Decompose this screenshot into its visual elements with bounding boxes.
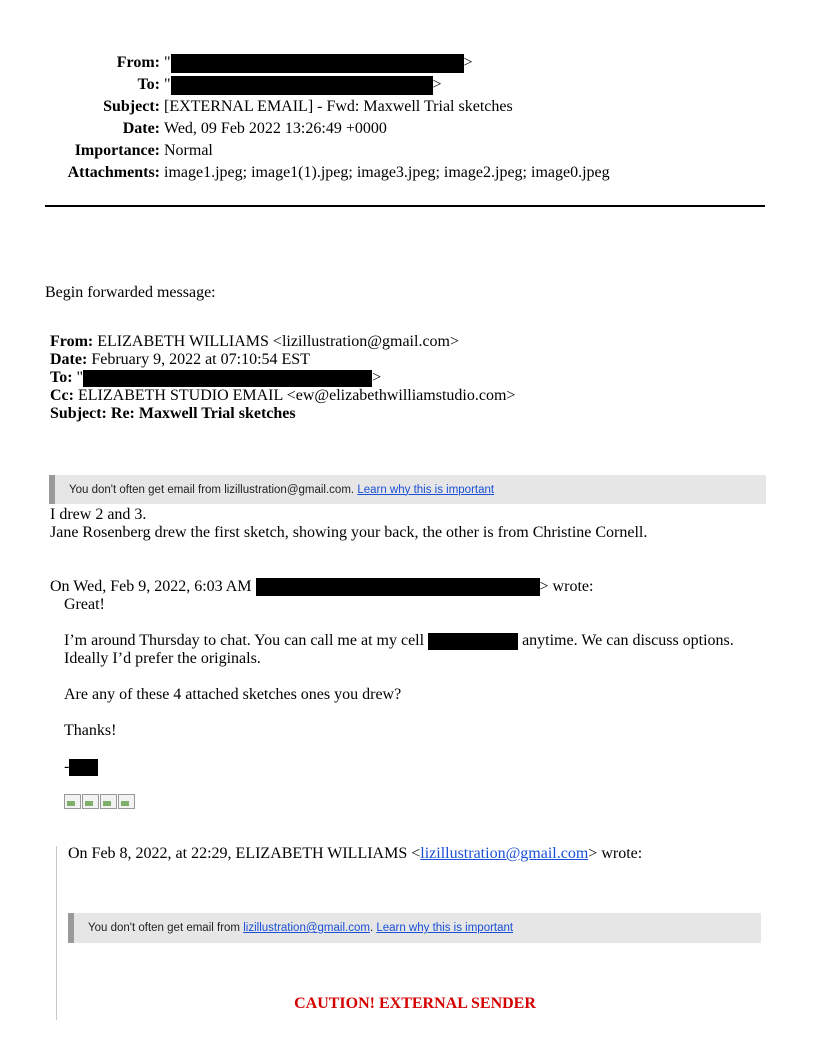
date-value: Wed, 09 Feb 2022 13:26:49 +0000	[164, 120, 387, 137]
date-label: Date:	[122, 120, 160, 137]
redaction-block	[256, 578, 540, 596]
learn-why-link[interactable]: Learn why this is important	[357, 483, 495, 496]
attachments-label: Attachments:	[67, 164, 160, 181]
forward-intro: Begin forwarded message:	[45, 284, 216, 301]
to-label: To:	[137, 76, 160, 93]
body-line-2: Jane Rosenberg drew the first sketch, showing your back, the other is from Christine Cornell.	[50, 524, 648, 541]
redaction-block	[83, 370, 372, 387]
banner-accent-bar	[49, 475, 55, 504]
caution-notice: CAUTION! EXTERNAL SENDER	[294, 995, 536, 1012]
broken-image-icon[interactable]	[82, 794, 99, 809]
redaction-block	[171, 76, 433, 95]
fwd-subject-line: Subject: Re: Maxwell Trial sketches	[50, 405, 296, 422]
broken-image-icon[interactable]	[118, 794, 135, 809]
quoted-attribution: On Feb 8, 2022, at 22:29, ELIZABETH WILLIAMS <lizillustration@gmail.com> wrote:	[68, 845, 643, 862]
email-link[interactable]: lizillustration@gmail.com	[420, 845, 589, 862]
broken-image-icon[interactable]	[100, 794, 117, 809]
redaction-block	[428, 633, 518, 650]
subject-label: Subject:	[103, 98, 160, 115]
to-value: " >	[164, 76, 442, 93]
banner-text: You don't often get email from lizillustration@gmail.com. Learn why this is important	[88, 922, 514, 934]
from-value: " >	[164, 54, 473, 71]
subject-value: [EXTERNAL EMAIL] - Fwd: Maxwell Trial sketches	[164, 98, 513, 115]
fwd-cc-line: Cc: ELIZABETH STUDIO EMAIL <ew@elizabethwilliamstudio.com>	[50, 387, 516, 404]
importance-label: Importance:	[74, 142, 160, 159]
body-line-1: I drew 2 and 3.	[50, 506, 147, 523]
banner-text: You don't often get email from lizillustration@gmail.com. Learn why this is important	[69, 483, 495, 496]
email-link[interactable]: lizillustration@gmail.com	[243, 922, 370, 934]
reply-attribution: On Wed, Feb 9, 2022, 6:03 AM > wrote:	[50, 578, 594, 595]
fwd-from-line: From: ELIZABETH WILLIAMS <lizillustration@gmail.com>	[50, 333, 460, 350]
learn-why-link[interactable]: Learn why this is important	[376, 922, 514, 934]
external-sender-banner	[49, 475, 766, 504]
reply-ideally: Ideally I’d prefer the originals.	[64, 650, 261, 667]
reply-great: Great!	[64, 596, 105, 613]
external-sender-banner-quoted	[68, 913, 761, 943]
fwd-to-line: To: " >	[50, 369, 382, 386]
quote-border	[56, 846, 57, 1020]
attachments-value[interactable]: image1.jpeg; image1(1).jpeg; image3.jpeg; image2.jpeg; image0.jpeg	[164, 164, 610, 181]
header-divider	[45, 205, 765, 207]
reply-around-line: I’m around Thursday to chat. You can call me at my cell anytime. We can discuss options.	[64, 632, 734, 649]
redaction-block	[171, 54, 464, 73]
importance-value: Normal	[164, 142, 213, 159]
fwd-date-line: Date: February 9, 2022 at 07:10:54 EST	[50, 351, 310, 368]
inline-images	[64, 794, 135, 809]
reply-question: Are any of these 4 attached sketches ones you drew?	[64, 686, 402, 703]
from-label: From:	[116, 54, 160, 71]
reply-thanks: Thanks!	[64, 722, 117, 739]
broken-image-icon[interactable]	[64, 794, 81, 809]
banner-accent-bar	[68, 913, 74, 943]
redaction-block	[69, 759, 98, 776]
reply-signature: -	[64, 757, 98, 776]
